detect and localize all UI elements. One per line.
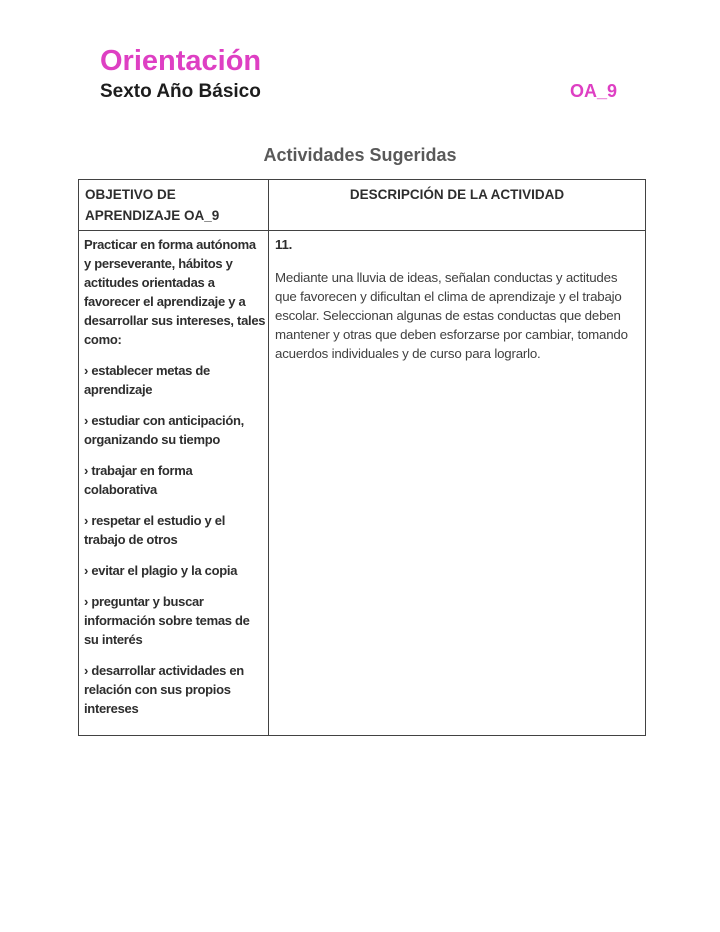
objective-intro: Practicar en forma autónoma y perseverante, hábitos y actitudes orientadas a favorecer el aprendizaje y a desarrollar sus intereses, tales como:: [84, 237, 266, 347]
grade-subtitle: Sexto Año Básico: [100, 81, 261, 102]
column-header-objective: OBJETIVO DE APRENDIZAJE OA_9: [79, 180, 269, 231]
objective-bullet: › evitar el plagio y la copia: [84, 563, 238, 578]
activity-number: 11.: [275, 237, 293, 252]
activities-table: [78, 179, 646, 736]
objective-bullet: › desarrollar actividades en relación con sus propios intereses: [84, 663, 244, 716]
document-header: [100, 45, 617, 103]
objective-bullet: › establecer metas de aprendizaje: [84, 363, 210, 397]
oa-code-badge: OA_9: [569, 81, 617, 101]
section-title: Actividades Sugeridas: [263, 145, 457, 165]
objective-bullet: › preguntar y buscar información sobre temas de su interés: [84, 594, 250, 647]
column-header-description: DESCRIPCIÓN DE LA ACTIVIDAD: [269, 180, 646, 231]
subheader-row: [100, 81, 617, 103]
subject-title: Orientación: [100, 45, 262, 77]
activity-description: Mediante una lluvia de ideas, señalan conductas y actitudes que favorecen y dificultan el clima de aprendizaje y el trabajo escolar. Seleccionan algunas de estas conductas que deben mantener y otras que deben esforzarse por cambiar, tomando acuerdos individuales y de curso para lograrlo.: [275, 270, 628, 361]
objective-cell: [79, 231, 269, 736]
table-body-row: [79, 231, 646, 736]
objective-bullet: › estudiar con anticipación, organizando su tiempo: [84, 413, 244, 447]
objective-bullet: › trabajar en forma colaborativa: [84, 463, 193, 497]
objective-bullet: › respetar el estudio y el trabajo de otros: [84, 513, 226, 547]
activity-cell: [269, 231, 646, 736]
table-header-row: [79, 180, 646, 231]
